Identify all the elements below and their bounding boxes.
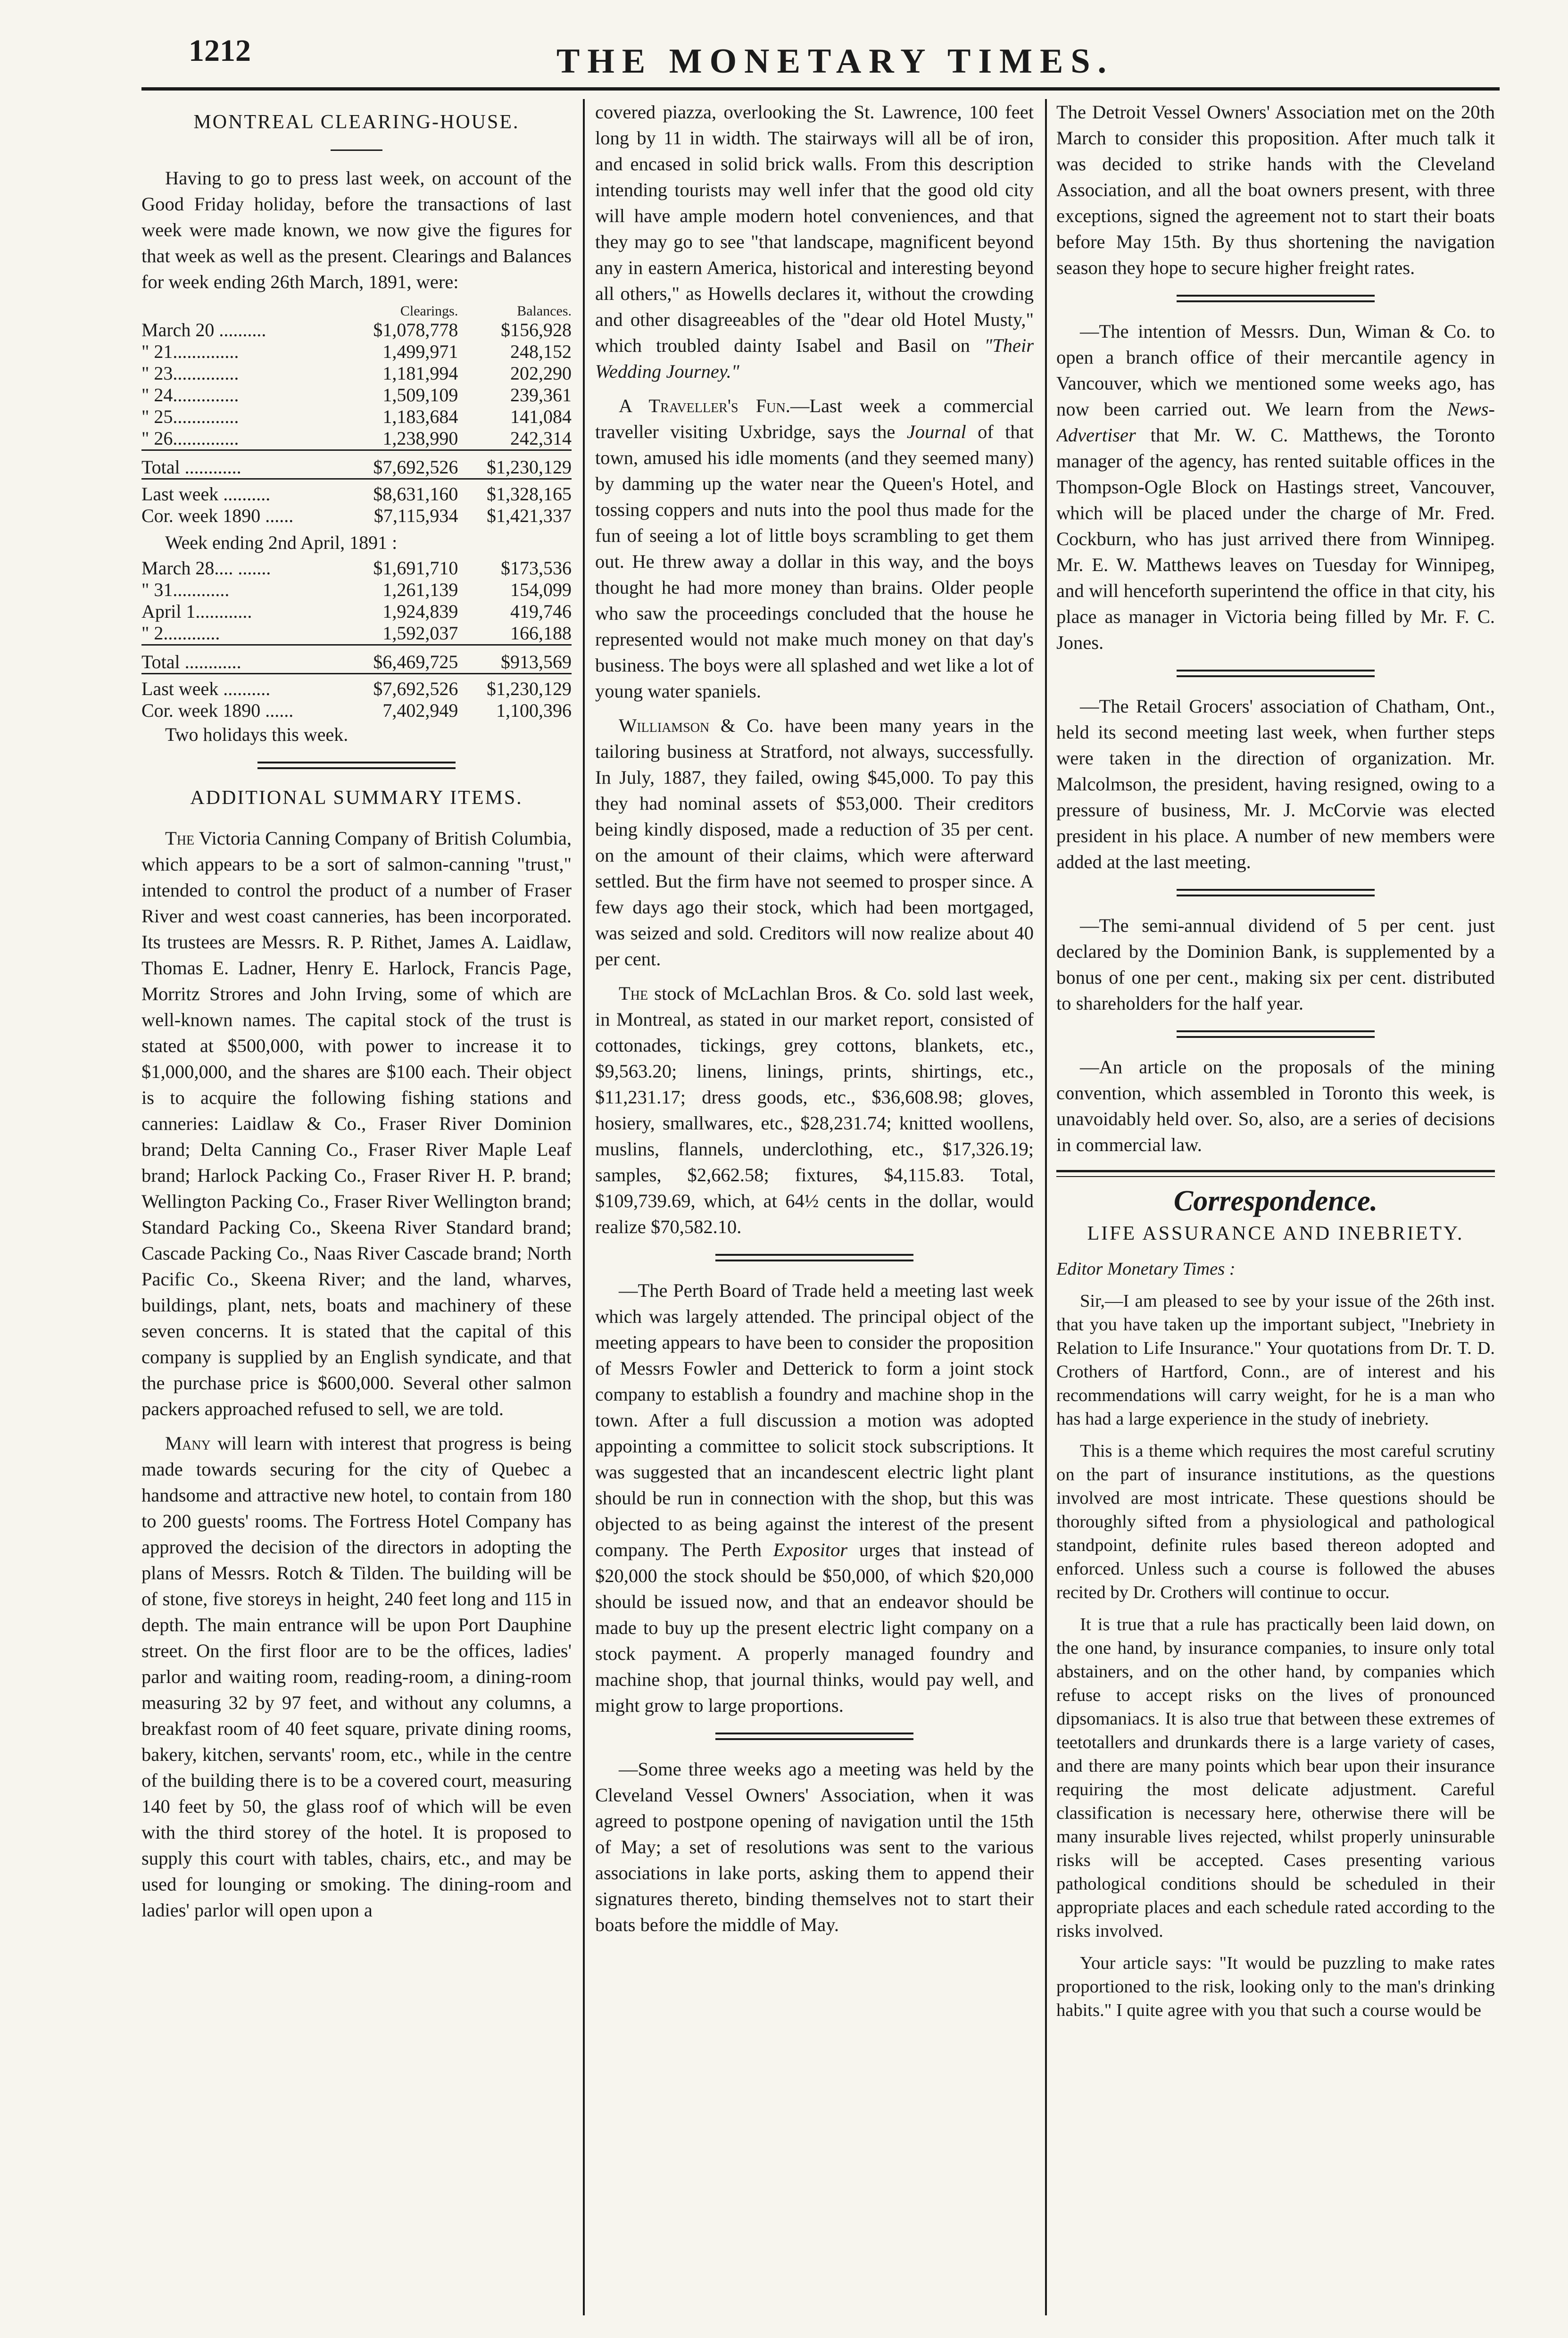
holidays-note: Two holidays this week. bbox=[165, 724, 348, 745]
row-clearings: $1,078,778 bbox=[373, 319, 458, 340]
article-williamson bbox=[595, 713, 1034, 972]
section-rule bbox=[715, 1733, 913, 1740]
clearing-heading: MONTREAL CLEARING-HOUSE. bbox=[193, 111, 520, 133]
article-traveller bbox=[595, 393, 1034, 704]
row-balances: 202,290 bbox=[510, 363, 572, 384]
column-2 bbox=[595, 99, 1034, 2319]
letter bbox=[1056, 1257, 1495, 2022]
row-balances: 141,084 bbox=[510, 406, 572, 427]
letter-paragraph: Your article says: "It would be puzzling to make rates proportioned to the risk, looking only to the man's drinking habits." I quite agree with you that such a course would be bbox=[1056, 1953, 1495, 2020]
column-3 bbox=[1056, 99, 1495, 2319]
section-rule bbox=[1177, 889, 1375, 896]
table-row bbox=[141, 622, 572, 645]
article-cleveland: —Some three weeks ago a meeting was held by the Cleveland Vessel Owners' Association, when it was agreed to postpone opening of navigation until the 15th of May; a set of resolutions was sent to the various associations in lake ports, asking them to append their signatures thereto, binding themselves not to start their boats before the middle of May. bbox=[595, 1758, 1034, 1935]
lead-word: The bbox=[165, 828, 195, 849]
row-clearings: 1,183,684 bbox=[382, 406, 458, 427]
paper-title: Journal bbox=[906, 421, 966, 442]
row-label: " 24.............. bbox=[141, 384, 239, 406]
section-rule bbox=[1177, 670, 1375, 677]
row-clearings: $7,115,934 bbox=[373, 505, 458, 526]
row-balances: $913,569 bbox=[458, 645, 572, 674]
table-row bbox=[141, 479, 572, 506]
book-title: "Their Wedding Journey." bbox=[595, 335, 1034, 382]
week-two-label: Week ending 2nd April, 1891 : bbox=[165, 532, 398, 553]
total-row bbox=[141, 645, 572, 674]
row-balances: 1,100,396 bbox=[496, 700, 572, 721]
article-victoria bbox=[141, 825, 572, 1422]
page-header bbox=[0, 0, 1568, 99]
row-clearings: $8,631,160 bbox=[345, 479, 458, 506]
table-row bbox=[141, 505, 572, 527]
article-body: —Last week a commercial traveller visiting Uxbridge, says the bbox=[595, 395, 1034, 442]
row-label: " 26.............. bbox=[141, 428, 239, 449]
table-row bbox=[141, 601, 572, 622]
article-hotel-continued bbox=[595, 99, 1034, 384]
article-hotel bbox=[141, 1430, 572, 1923]
row-label: Total ............ bbox=[141, 645, 345, 674]
table-row bbox=[141, 557, 572, 579]
row-label: March 28.... ....... bbox=[141, 557, 271, 579]
row-clearings: $1,691,710 bbox=[373, 557, 458, 579]
col-clearings: Clearings. bbox=[400, 303, 458, 319]
table-row bbox=[141, 406, 572, 428]
article-grocers: —The Retail Grocers' association of Chatham, Ont., held its second meeting last week, when further steps were taken in the direction of organization. Mr. Malcolmson, the president, having resigned, owing to a pressure of business, Mr. J. McCorvie was elected president in his place. A number of new members were added at the last meeting. bbox=[1056, 696, 1495, 872]
table-row bbox=[141, 384, 572, 406]
column-1 bbox=[141, 99, 572, 2319]
clearing-table bbox=[141, 303, 572, 527]
row-balances: 166,188 bbox=[510, 622, 572, 644]
table-row bbox=[141, 700, 572, 721]
article-body: urges that instead of $20,000 the stock should be $50,000, of which $20,000 should be issued now, and that an endeavor should be made to buy up the present electric light company on a stock payment. A properly managed foundry and machine shop, that journal thinks, would pay well, and might grow to large proportions. bbox=[595, 1539, 1034, 1716]
article-mining: —An article on the proposals of the mining convention, which assembled in Toronto this week, is unavoidably held over. So, also, are a series of decisions in commercial law. bbox=[1056, 1056, 1495, 1155]
table-row bbox=[141, 319, 572, 341]
lead-word: Williamson bbox=[619, 715, 710, 736]
paper-title: Expositor bbox=[773, 1539, 848, 1560]
page-number: 1212 bbox=[189, 33, 251, 68]
article-detroit: The Detroit Vessel Owners' Association met on the 20th March to consider this proposition. After much talk it was decided to strike hands with the Cleveland Association, and all the boat owners present, with three exceptions, signed the agreement not to start their boats before May 15th. By thus shortening the navigation season they hope to secure higher freight rates. bbox=[1056, 101, 1495, 278]
heading-rule bbox=[331, 149, 382, 151]
row-clearings: 1,924,839 bbox=[382, 601, 458, 622]
correspondence-heading: Correspondence. bbox=[1173, 1185, 1378, 1217]
masthead: THE MONETARY TIMES. bbox=[556, 42, 1114, 81]
section-rule bbox=[257, 762, 456, 769]
row-clearings: 1,238,990 bbox=[382, 428, 458, 449]
table-row bbox=[141, 341, 572, 363]
row-balances: $1,230,129 bbox=[458, 450, 572, 479]
letter-paragraph: Sir,—I am pleased to see by your issue of the 26th inst. that you have taken up the important subject, "Inebriety in Relation to Life Insurance." Your quotations from Dr. T. D. Crothers of Hartford, Conn., are of interest and his recommendations will carry weight, for he is a man who has had a large experience in the study of inebriety. bbox=[1056, 1291, 1495, 1429]
header-rule bbox=[141, 87, 1500, 91]
row-label: " 21.............. bbox=[141, 341, 239, 362]
row-label: Last week .......... bbox=[141, 674, 345, 700]
column-divider-2 bbox=[1045, 99, 1047, 2315]
section-rule bbox=[1177, 1030, 1375, 1038]
table-row bbox=[141, 674, 572, 700]
article-body: covered piazza, overlooking the St. Lawrence, 100 feet long by 11 in width. The stairways will all be of iron, and encased in solid brick walls. From this description intending tourists may well infer that the good old city will have ample modern hotel conveniences, and that they may go to see "that landscape, magnificent beyond any in eastern America, historical and interesting beyond all others," as Howells declares it, without the crowding and other disagreeables of the "dear old Hotel Musty," which troubled dainty Isabel and Basil on bbox=[595, 101, 1034, 356]
article-body: that Mr. W. C. Matthews, the Toronto manager of the agency, has rented suitable offices in the Thompson-Ogle Block on Hastings street, Vancouver, which will be placed under the charge of Mr. Fred. Cockburn, who has just arrived there from Winnipeg. Mr. E. W. Matthews leaves on Tuesday for Winnipeg, and will henceforth superintend the office in that city, his place as manager in Victoria being filled by Mr. F. C. Jones. bbox=[1056, 424, 1495, 653]
article-body: of that town, amused his idle moments (and they seemed many) by damming up the water near the Queen's Hotel, and tossing coppers and nuts into the pool thus made for the fun of seeing a lot of little boys scrambling to get them out. He threw away a dollar in this way, and the boys thought he had more money than brains. Older people who saw the proceedings concluded that the house he represented would not make much money on that day's business. The boys were all splashed and wet like a lot of young water spaniels. bbox=[595, 421, 1034, 702]
correspondence-rule bbox=[1056, 1170, 1495, 1177]
row-clearings: 1,509,109 bbox=[382, 384, 458, 406]
column-divider-1 bbox=[583, 99, 585, 2315]
row-label: " 25.............. bbox=[141, 406, 239, 427]
summary-heading: ADDITIONAL SUMMARY ITEMS. bbox=[190, 787, 523, 809]
clearing-table-header bbox=[141, 303, 572, 319]
table-row bbox=[141, 363, 572, 384]
row-label: Cor. week 1890 ...... bbox=[141, 700, 294, 721]
clearing-intro: Having to go to press last week, on account of the Good Friday holiday, before the transactions of last week were made known, we now give the figures for that week as well as the present. Clearings and Balances for week ending 26th March, 1891, were: bbox=[141, 167, 572, 292]
row-balances: 242,314 bbox=[510, 428, 572, 449]
row-clearings: 1,181,994 bbox=[382, 363, 458, 384]
table-row bbox=[141, 428, 572, 450]
lead-word: Many bbox=[165, 1433, 211, 1454]
paper-title: News-Advertiser bbox=[1056, 398, 1495, 446]
article-body: —The intention of Messrs. Dun, Wiman & Co. to open a branch office of their mercantile agency in Vancouver, which we mentioned some weeks ago, has now been carried out. We learn from the bbox=[1056, 321, 1495, 420]
salutation-text: Editor Monetary Times : bbox=[1056, 1259, 1236, 1279]
row-label: Last week .......... bbox=[141, 479, 345, 506]
clearing-table-2 bbox=[141, 557, 572, 721]
row-balances: $173,536 bbox=[501, 557, 572, 579]
article-body: stock of McLachlan Bros. & Co. sold last week, in Montreal, as stated in our market report, consisted of cottonades, tickings, grey cottons, blankets, etc., $9,563.20; linens, linings, prints, shirtings, etc., $11,231.17; dress goods, etc., $36,608.98; gloves, hosiery, smallwares, etc., $28,231.74; knitted woollens, muslins, flannels, underclothing, etc., $17,326.19; samples, $2,662.58; fixtures, $4,115.83. Total, $109,739.69, which, at 64½ cents in the dollar, would realize $70,582.10. bbox=[595, 983, 1034, 1237]
row-label: " 31............ bbox=[141, 579, 230, 600]
letter-paragraph: This is a theme which requires the most careful scrutiny on the part of insurance institutions, as the questions involved are most intricate. These questions should be thoroughly sifted from a physiological and pathological standpoint, definite rules based thereon adopted and enforced. Unless such a course is followed the abuses recited by Dr. Crothers will continue to occur. bbox=[1056, 1441, 1495, 1602]
row-balances: $1,230,129 bbox=[458, 674, 572, 700]
article-body: will learn with interest that progress is being made towards securing for the city of Quebec a handsome and attractive new hotel, to contain from 180 to 200 guests' rooms. The Fortress Hotel Company has approved the decision of the directors in adopting the plans of Messrs. Rotch & Tilden. The building will be of stone, five storeys in height, 240 feet long and 115 in depth. The main entrance will be upon Port Dauphine street. On the first floor are to be the offices, ladies' parlor and waiting room, reading-room, a dining-room measuring 32 by 97 feet, and without any columns, a breakfast room of 40 feet square, private dining rooms, bakery, kitchen, servants' room, etc., while in the centre of the building there is to be a covered court, measuring 140 feet by 50, the glass roof of which will be even with the third storey of the hotel. It is proposed to supply this court with tables, chairs, etc., and may be used for lounging or smoking. The dining-room and ladies' parlor will open upon a bbox=[141, 1433, 572, 1921]
row-balances: $1,328,165 bbox=[458, 479, 572, 506]
article-mclachlan bbox=[595, 980, 1034, 1240]
section-rule bbox=[715, 1254, 913, 1261]
row-clearings: $7,692,526 bbox=[345, 674, 458, 700]
section-rule bbox=[1177, 295, 1375, 302]
article-body: Victoria Canning Company of British Columbia, which appears to be a sort of salmon-canning "trust," intended to control the product of a number of Fraser River and west coast canneries, has been incorporated. Its trustees are Messrs. R. P. Rithet, James A. Laidlaw, Thomas E. Ladner, Henry E. Harlock, Francis Page, Morritz Strores and John Irving, some of which are well-known names. The capital stock of the trust is stated at $500,000, with power to increase it to $1,000,000, and the shares are $100 each. Their object is to acquire the following fishing stations and canneries: Laidlaw & Co., Fraser River Dominion brand; Delta Canning Co., Fraser River Maple Leaf brand; Harlock Packing Co., Fraser River H. P. brand; Wellington Packing Co., Fraser River Wellington brand; Standard Packing Co., Skeena River Standard brand; Cascade Packing Co., Naas River Cascade brand; North Pacific Co., Skeena River; and the land, wharves, buildings, plant, nets, boats and machinery of these seven concerns. It is stated that the capital of this company is supplied by an English syndicate, and that the purchase price is $600,000. Several other salmon packers approached refused to sell, we are told. bbox=[141, 828, 572, 1419]
article-dun bbox=[1056, 318, 1495, 655]
lead-word: The bbox=[619, 983, 648, 1004]
row-clearings: 1,592,037 bbox=[382, 622, 458, 644]
lead-word: A Traveller's Fun. bbox=[619, 395, 790, 416]
row-balances: 419,746 bbox=[510, 601, 572, 622]
row-balances: 248,152 bbox=[510, 341, 572, 362]
row-label: March 20 .......... bbox=[141, 319, 266, 340]
col-balances: Balances. bbox=[517, 303, 572, 319]
row-balances: $156,928 bbox=[501, 319, 572, 340]
row-label: Cor. week 1890 ...... bbox=[141, 505, 294, 526]
row-label: " 2............ bbox=[141, 622, 220, 644]
article-dividend: —The semi-annual dividend of 5 per cent. just declared by the Dominion Bank, is supplemented by a bonus of one per cent., making six per cent. distributed to shareholders for the half year. bbox=[1056, 915, 1495, 1014]
row-label: Total ............ bbox=[141, 450, 345, 479]
row-clearings: $7,692,526 bbox=[345, 450, 458, 479]
correspondence-subheading: LIFE ASSURANCE AND INEBRIETY. bbox=[1087, 1223, 1464, 1244]
article-body: & Co. have been many years in the tailoring business at Stratford, not always, successfully. In July, 1887, they failed, owing $45,000. To pay this they had nominal assets of $53,000. Their creditors being kindly disposed, made a reduction of 35 per cent. on the amount of their claims, which were afterward settled. But the firm have not seemed to prosper since. A few days ago their stock, which had been mortgaged, was seized and sold. Creditors will now realize about 40 per cent. bbox=[595, 715, 1034, 970]
letter-salutation bbox=[1056, 1257, 1495, 1281]
row-balances: 154,099 bbox=[510, 579, 572, 600]
total-row bbox=[141, 450, 572, 479]
row-label: April 1............ bbox=[141, 601, 252, 622]
article-perth bbox=[595, 1277, 1034, 1718]
article-body: —The Perth Board of Trade held a meeting last week which was largely attended. The principal object of the meeting appears to have been to consider the proposition of Messrs Fowler and Detterick to form a joint stock company to establish a foundry and machine shop in the town. After a full discussion a motion was adopted appointing a committee to solicit stock subscriptions. It was suggested that an incandescent electric light plant should be run in connection with the shop, but this was objected to as being against the interest of the present company. The Perth bbox=[595, 1280, 1034, 1560]
row-clearings: 1,499,971 bbox=[382, 341, 458, 362]
row-balances: $1,421,337 bbox=[487, 505, 572, 526]
row-clearings: 1,261,139 bbox=[382, 579, 458, 600]
table-row bbox=[141, 579, 572, 601]
row-clearings: 7,402,949 bbox=[382, 700, 458, 721]
row-label: " 23.............. bbox=[141, 363, 239, 384]
row-balances: 239,361 bbox=[510, 384, 572, 406]
row-clearings: $6,469,725 bbox=[345, 645, 458, 674]
letter-paragraph: It is true that a rule has practically been laid down, on the one hand, by insurance companies, to insure only total abstainers, and on the other hand, by companies which refuse to accept risks on the lives of pronounced dipsomaniacs. It is also true that between these extremes of teetotallers and drunkards there is a large variety of cases, and there are many points which bear upon their insurance requiring the most delicate adjustment. Careful classification is necessary here, otherwise there will be many insurable lives rejected, whilst properly uninsurable risks will be accepted. Cases presenting various pathological conditions should be scheduled in their appropriate places and each schedule rated according to the risks involved. bbox=[1056, 1615, 1495, 1941]
